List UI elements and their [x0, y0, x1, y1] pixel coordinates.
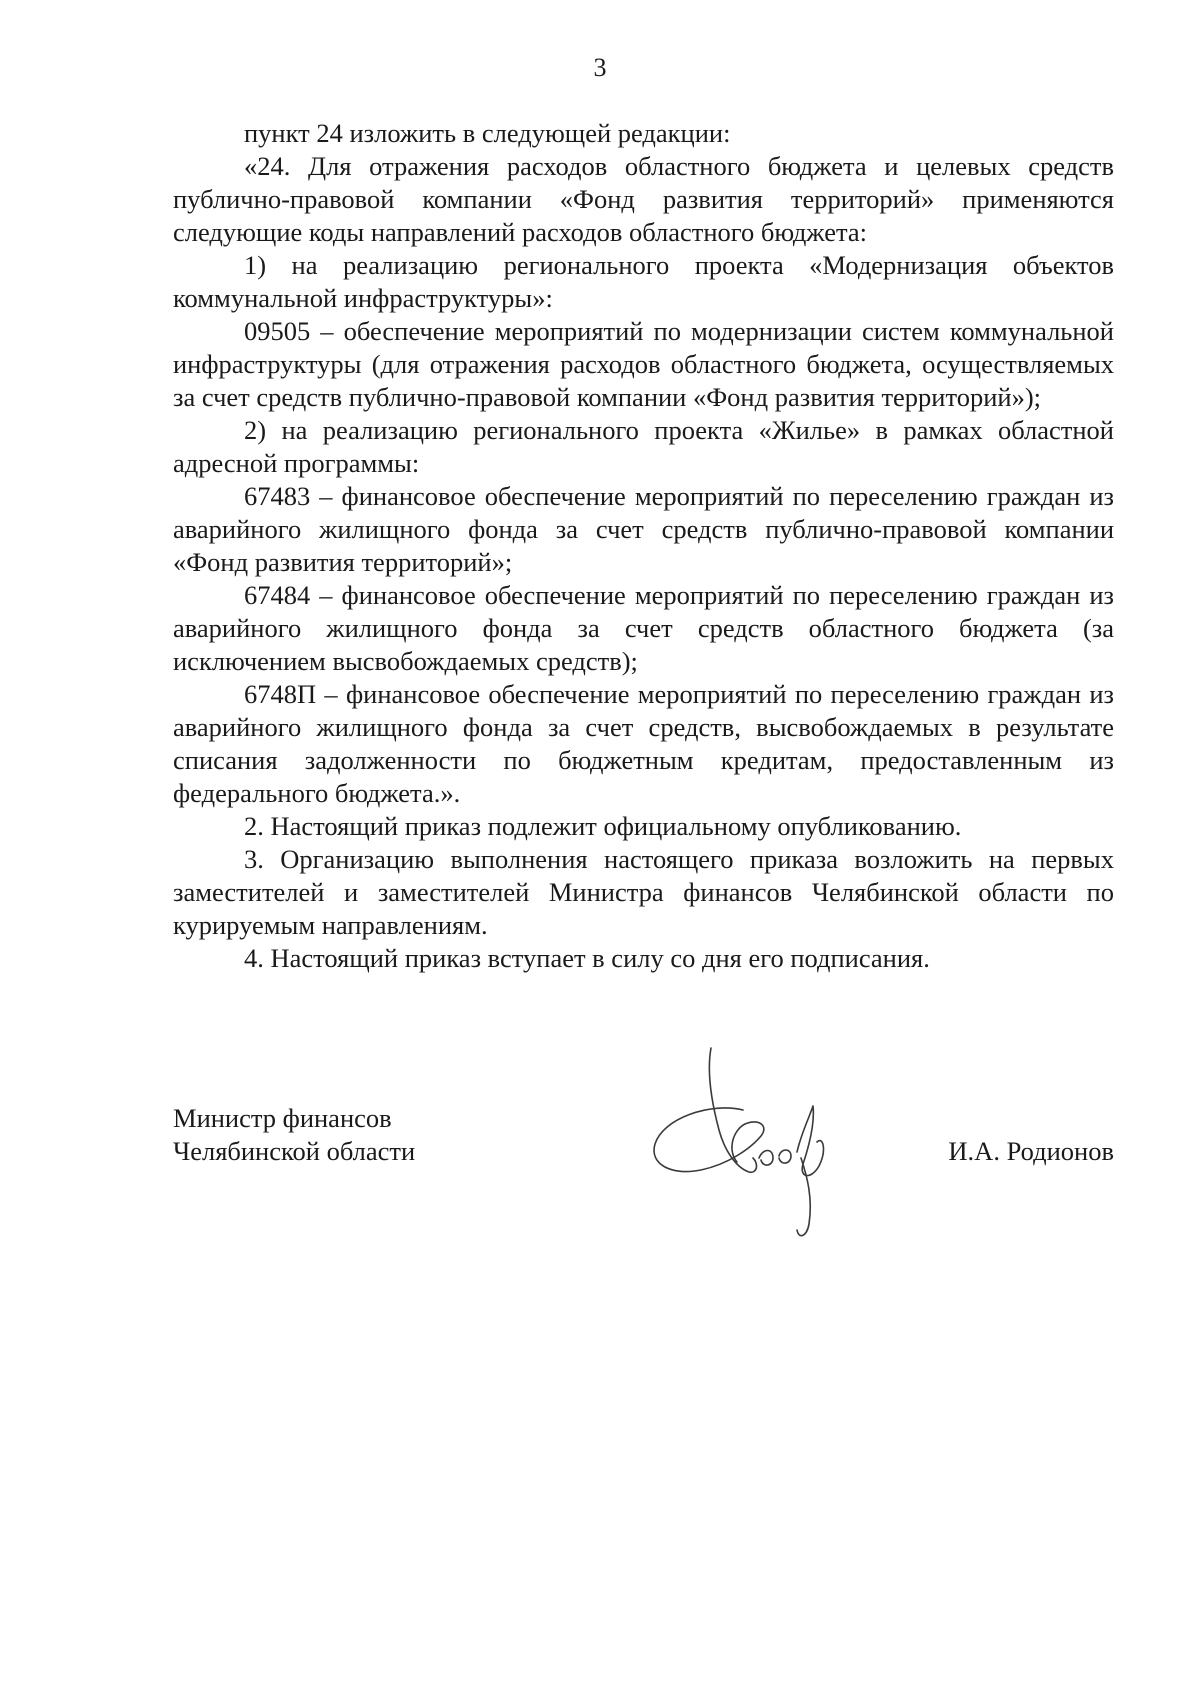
paragraph: 09505 – обеспечение мероприятий по модернизации систем коммунальной инфраструктуры (для отражения расходов областного бюджета, осуществляемых за счет средств публично-правовой компании «Фонд развития территорий»);: [173, 316, 1114, 412]
document-body: [173, 117, 1114, 975]
signature-block: [173, 1102, 1114, 1272]
paragraph: 1) на реализацию регионального проекта «Модернизация объектов коммунальной инфраструктуры»:: [173, 250, 1114, 313]
signatory-title: [173, 1102, 415, 1168]
signatory-title-line: Челябинской области: [173, 1136, 416, 1166]
paragraph: 2) на реализацию регионального проекта «Жилье» в рамках областной адресной программы:: [173, 415, 1114, 478]
paragraph: 4. Настоящий приказ вступает в силу со дня его подписания.: [244, 943, 930, 973]
paragraph: 2. Настоящий приказ подлежит официальному опубликованию.: [244, 811, 962, 841]
paragraph: 3. Организацию выполнения настоящего приказа возложить на первых заместителей и заместителей Министра финансов Челябинской области по курируемым направлениям.: [173, 844, 1114, 940]
paragraph: «24. Для отражения расходов областного бюджета и целевых средств публично-правовой компании «Фонд развития территорий» применяются следующие коды направлений расходов областного бюджета:: [173, 151, 1114, 247]
signatory-title-line: Министр финансов: [173, 1103, 392, 1133]
page-number: 3: [593, 53, 607, 82]
paragraph: пункт 24 изложить в следующей редакции:: [244, 118, 731, 148]
paragraph: 67484 – финансовое обеспечение мероприятий по переселению граждан из аварийного жилищного фонда за счет средств областного бюджета (за исключением высвобождаемых средств);: [173, 580, 1114, 676]
paragraph: 67483 – финансовое обеспечение мероприятий по переселению граждан из аварийного жилищного фонда за счет средств публично-правовой компании «Фонд развития территорий»;: [173, 481, 1114, 577]
handwritten-signature: [641, 1040, 871, 1260]
paragraph: 6748П – финансовое обеспечение мероприятий по переселению граждан из аварийного жилищного фонда за счет средств, высвобождаемых в результате списания задолженности по бюджетным кредитам, предоставленным из федерального бюджета.».: [173, 679, 1114, 808]
signatory-name: И.А. Родионов: [948, 1136, 1114, 1166]
